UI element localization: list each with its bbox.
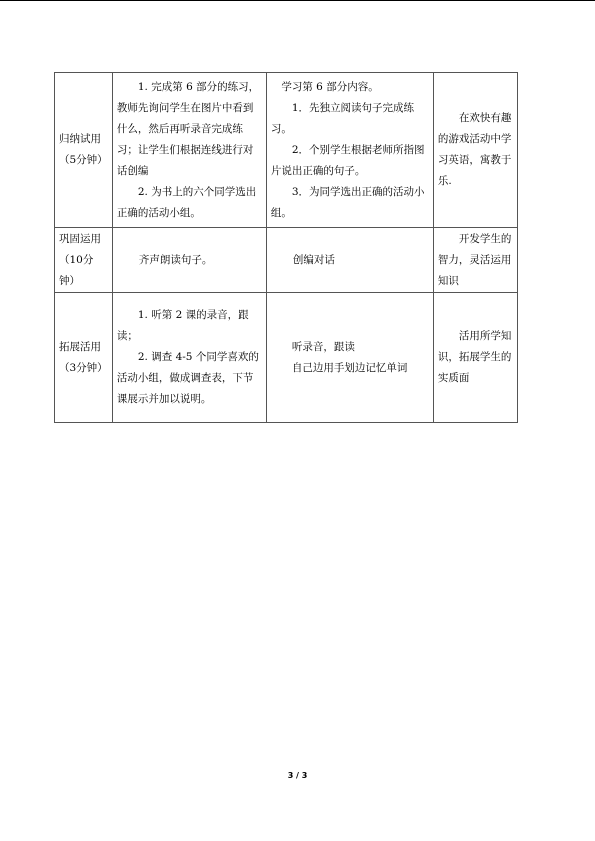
table-row bbox=[55, 73, 518, 228]
teacher-activity-cell bbox=[112, 228, 266, 293]
purpose-text: 在欢快有趣的游戏活动中学习英语，寓教于乐. bbox=[437, 112, 512, 187]
student-activity-cell bbox=[266, 293, 433, 423]
table-row bbox=[55, 293, 518, 423]
stage-cell: 拓展活用（3分钟） bbox=[55, 293, 113, 423]
student-step: 听录音，跟读 bbox=[291, 340, 355, 353]
teacher-step: 1. 听第 2 课的录音，跟读； bbox=[116, 309, 249, 342]
page-number: 3 / 3 bbox=[287, 771, 308, 780]
student-step: 1．先独立阅读句子完成练习。 bbox=[270, 101, 415, 135]
header-rule bbox=[0, 0, 595, 1]
student-step: 学习第 6 部分内容。 bbox=[281, 80, 379, 93]
student-activity-cell bbox=[266, 228, 433, 293]
purpose-text: 开发学生的智力，灵活运用知识 bbox=[437, 232, 512, 287]
student-activity-cell bbox=[266, 73, 433, 228]
lesson-plan-table bbox=[54, 72, 518, 423]
stage-cell: 归纳试用（5分钟） bbox=[55, 73, 113, 228]
purpose-cell bbox=[433, 293, 517, 423]
table-row bbox=[55, 228, 518, 293]
purpose-cell bbox=[433, 73, 517, 228]
purpose-text: 活用所学知识，拓展学生的实质面 bbox=[437, 330, 512, 384]
student-step: 自己边用手划边记忆单词 bbox=[291, 361, 408, 374]
teacher-step: 齐声朗读句子。 bbox=[138, 253, 213, 266]
teacher-activity-cell bbox=[112, 73, 266, 228]
purpose-cell bbox=[433, 228, 517, 293]
student-step: 3．为同学选出正确的活动小组。 bbox=[270, 185, 425, 219]
teacher-activity-cell bbox=[112, 293, 266, 423]
teacher-step: 2. 调查 4-5 个同学喜欢的活动小组，做成调查表，下节课展示并加以说明。 bbox=[116, 351, 259, 405]
student-step: 创编对话 bbox=[292, 253, 335, 266]
teacher-step: 2. 为书上的六个同学选出正确的活动小组。 bbox=[116, 185, 257, 219]
stage-cell: 巩固运用（10分钟） bbox=[55, 228, 113, 293]
student-step: 2．个别学生根据老师所指图片说出正确的句子。 bbox=[270, 143, 425, 177]
teacher-step: 1. 完成第 6 部分的练习，教师先询问学生在图片中看到什么，然后再听录音完成练习；让学生们根据连线进行对话创编 bbox=[116, 80, 260, 177]
